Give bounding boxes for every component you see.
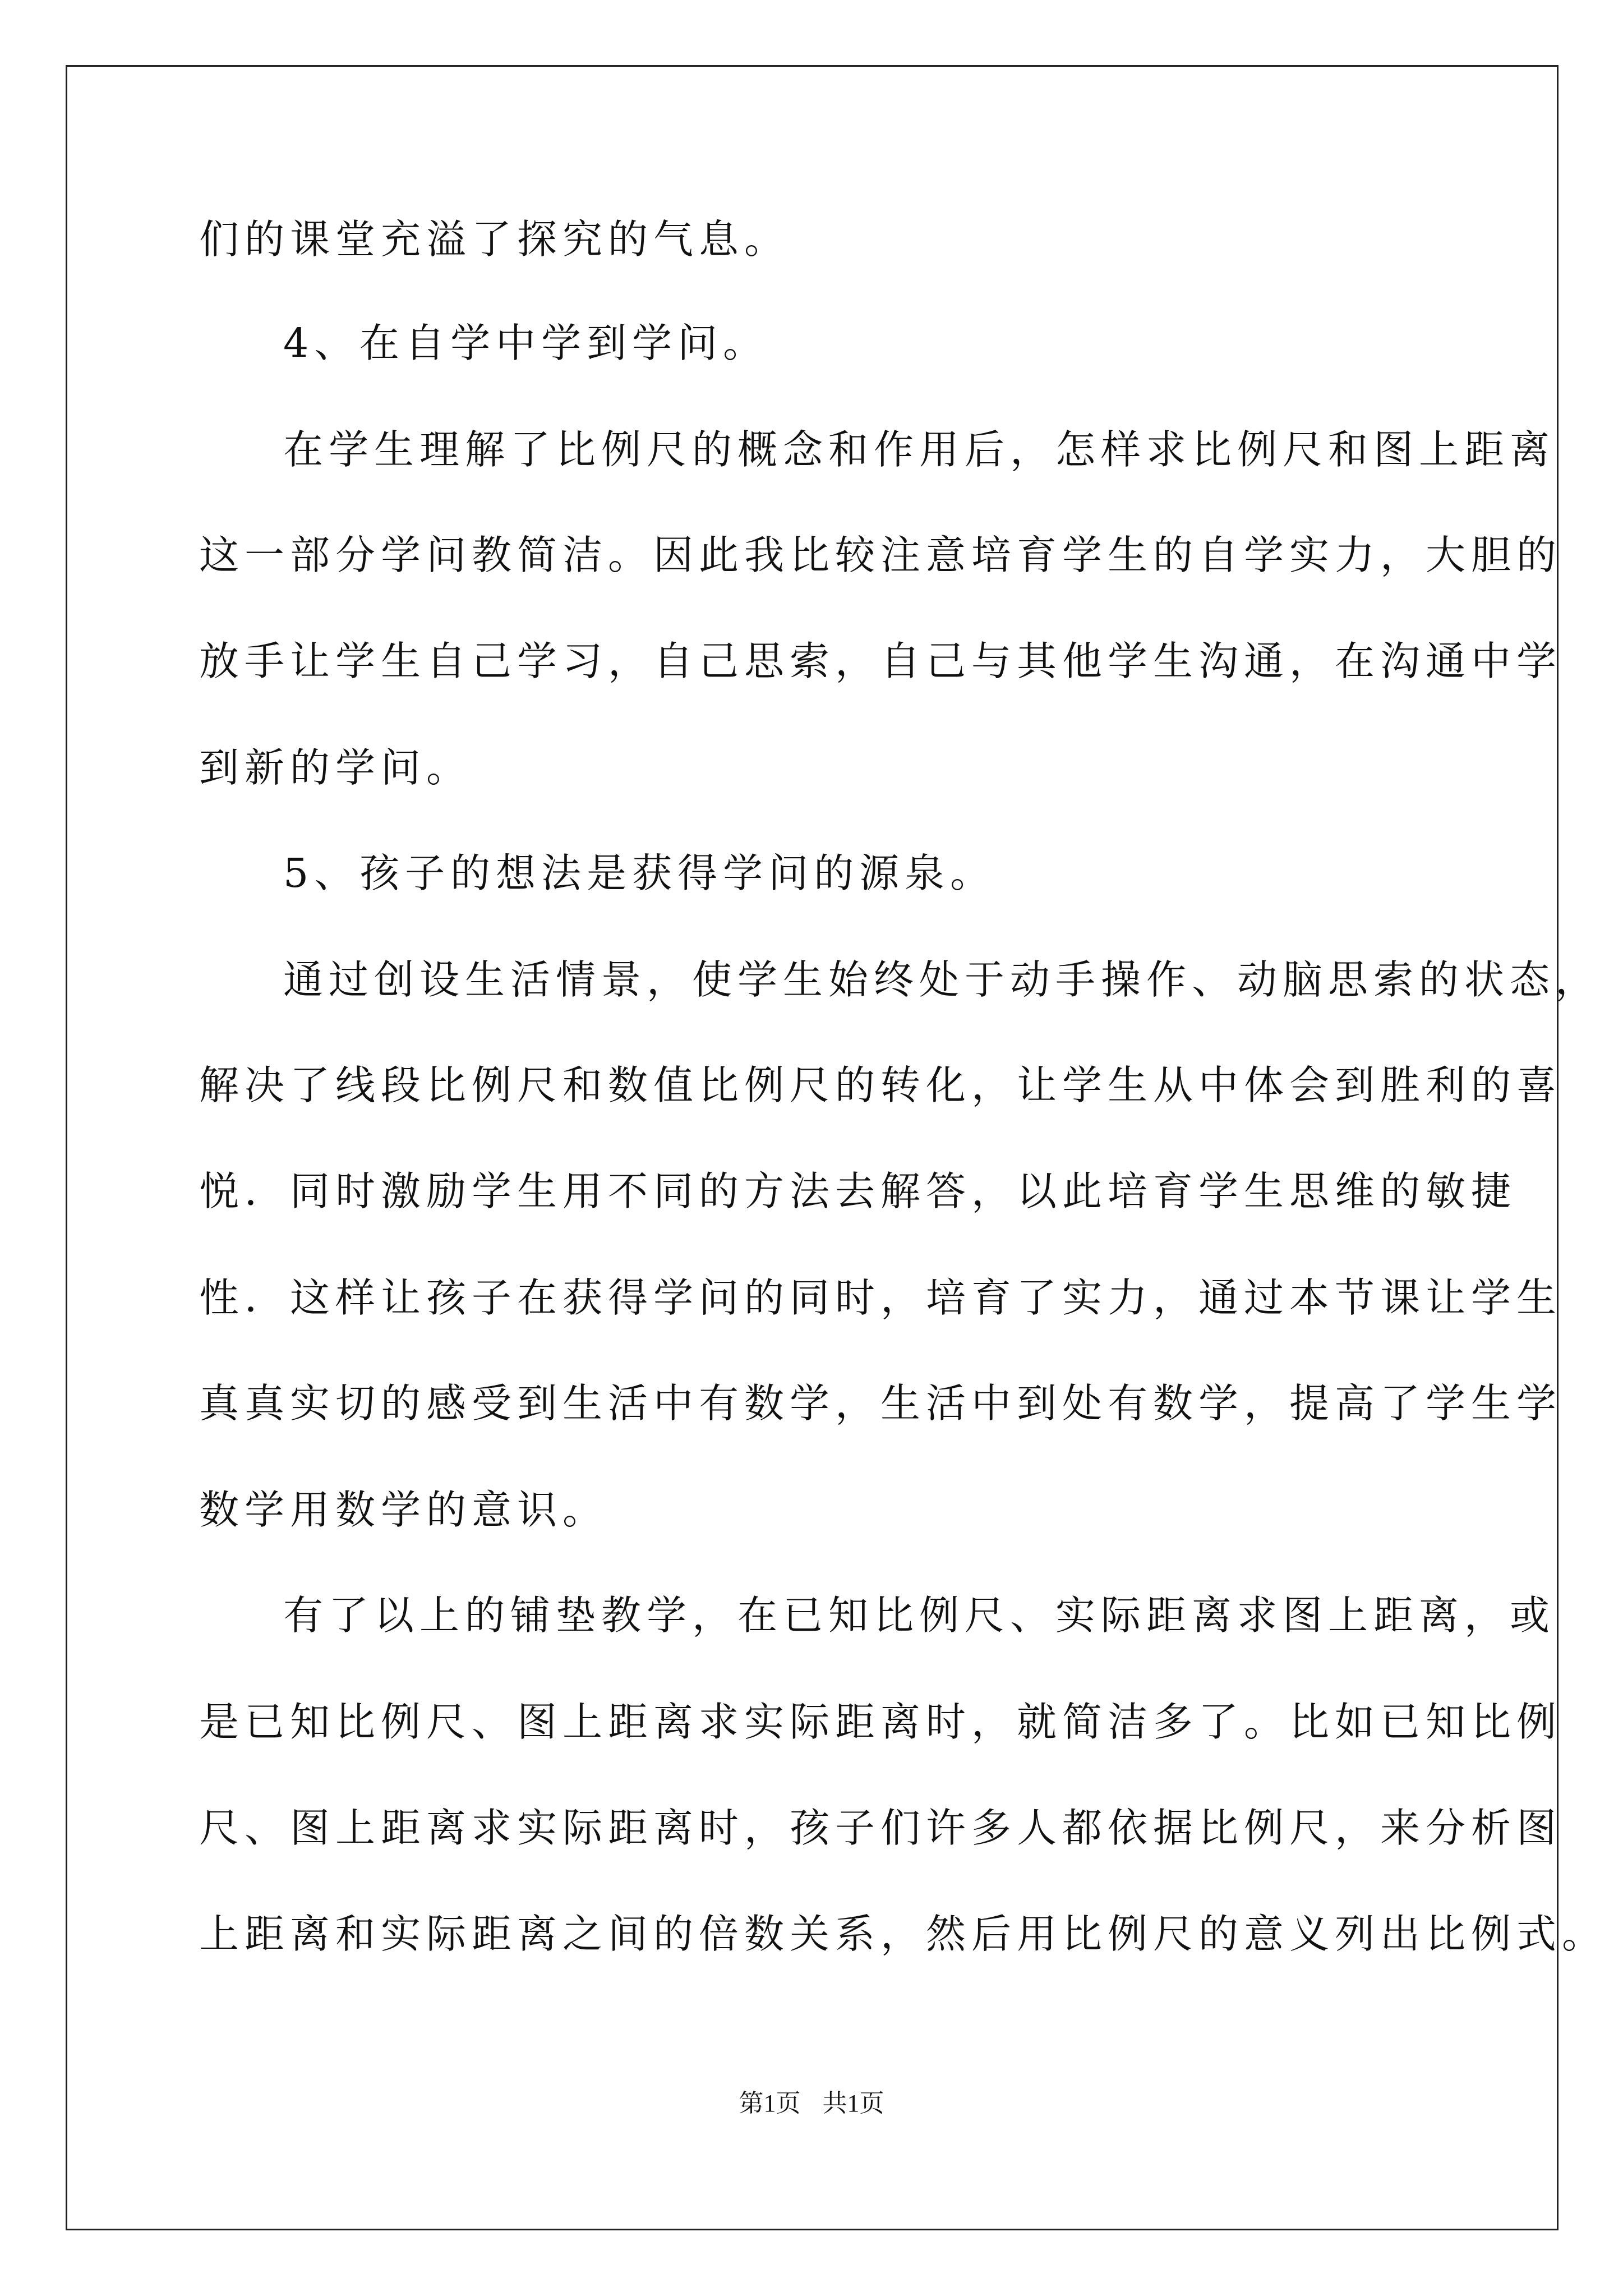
text-line: 放手让学生自己学习，自己思索，自己与其他学生沟通，在沟通中学 — [199, 638, 1562, 684]
text-line: 真真实切的感受到生活中有数学，生活中到处有数学，提高了学生学 — [199, 1380, 1562, 1427]
text-line: 是已知比例尺、图上距离求实际距离时，就简洁多了。比如已知比例 — [199, 1699, 1562, 1745]
page-number: 第1页 — [739, 2090, 801, 2117]
text-line: 有了以上的铺垫教学，在已知比例尺、实际距离求图上距离，或 — [283, 1592, 1556, 1639]
text-line: 尺、图上距离求实际距离时，孩子们许多人都依据比例尺，来分析图 — [199, 1805, 1562, 1851]
text-line: 性．这样让孩子在获得学问的同时，培育了实力，通过本节课让学生 — [199, 1274, 1562, 1321]
text-line: 这一部分学问教简洁。因此我比较注意培育学生的自学实力，大胆的 — [199, 532, 1562, 578]
page-footer — [0, 2087, 1623, 2120]
text-line: 们的课堂充溢了探究的气息。 — [199, 216, 790, 263]
text-line: 在学生理解了比例尺的概念和作用后，怎样求比例尺和图上距离 — [283, 426, 1556, 473]
text-line: 解决了线段比例尺和数值比例尺的转化，让学生从中体会到胜利的喜 — [199, 1062, 1562, 1108]
heading-line: 5、孩子的想法是获得学问的源泉。 — [283, 850, 996, 896]
text-line: 悦．同时激励学生用不同的方法去解答，以此培育学生思维的敏捷 — [199, 1168, 1517, 1214]
text-line: 数学用数学的意识。 — [199, 1487, 608, 1533]
text-line: 上距离和实际距离之间的倍数关系，然后用比例尺的意义列出比例式。 — [199, 1911, 1608, 1957]
heading-line: 4、在自学中学到学问。 — [283, 320, 769, 366]
text-line: 通过创设生活情景，使学生始终处于动手操作、动脑思索的状态， — [283, 956, 1601, 1003]
page-count: 共1页 — [822, 2090, 884, 2117]
text-line: 到新的学问。 — [199, 744, 472, 791]
